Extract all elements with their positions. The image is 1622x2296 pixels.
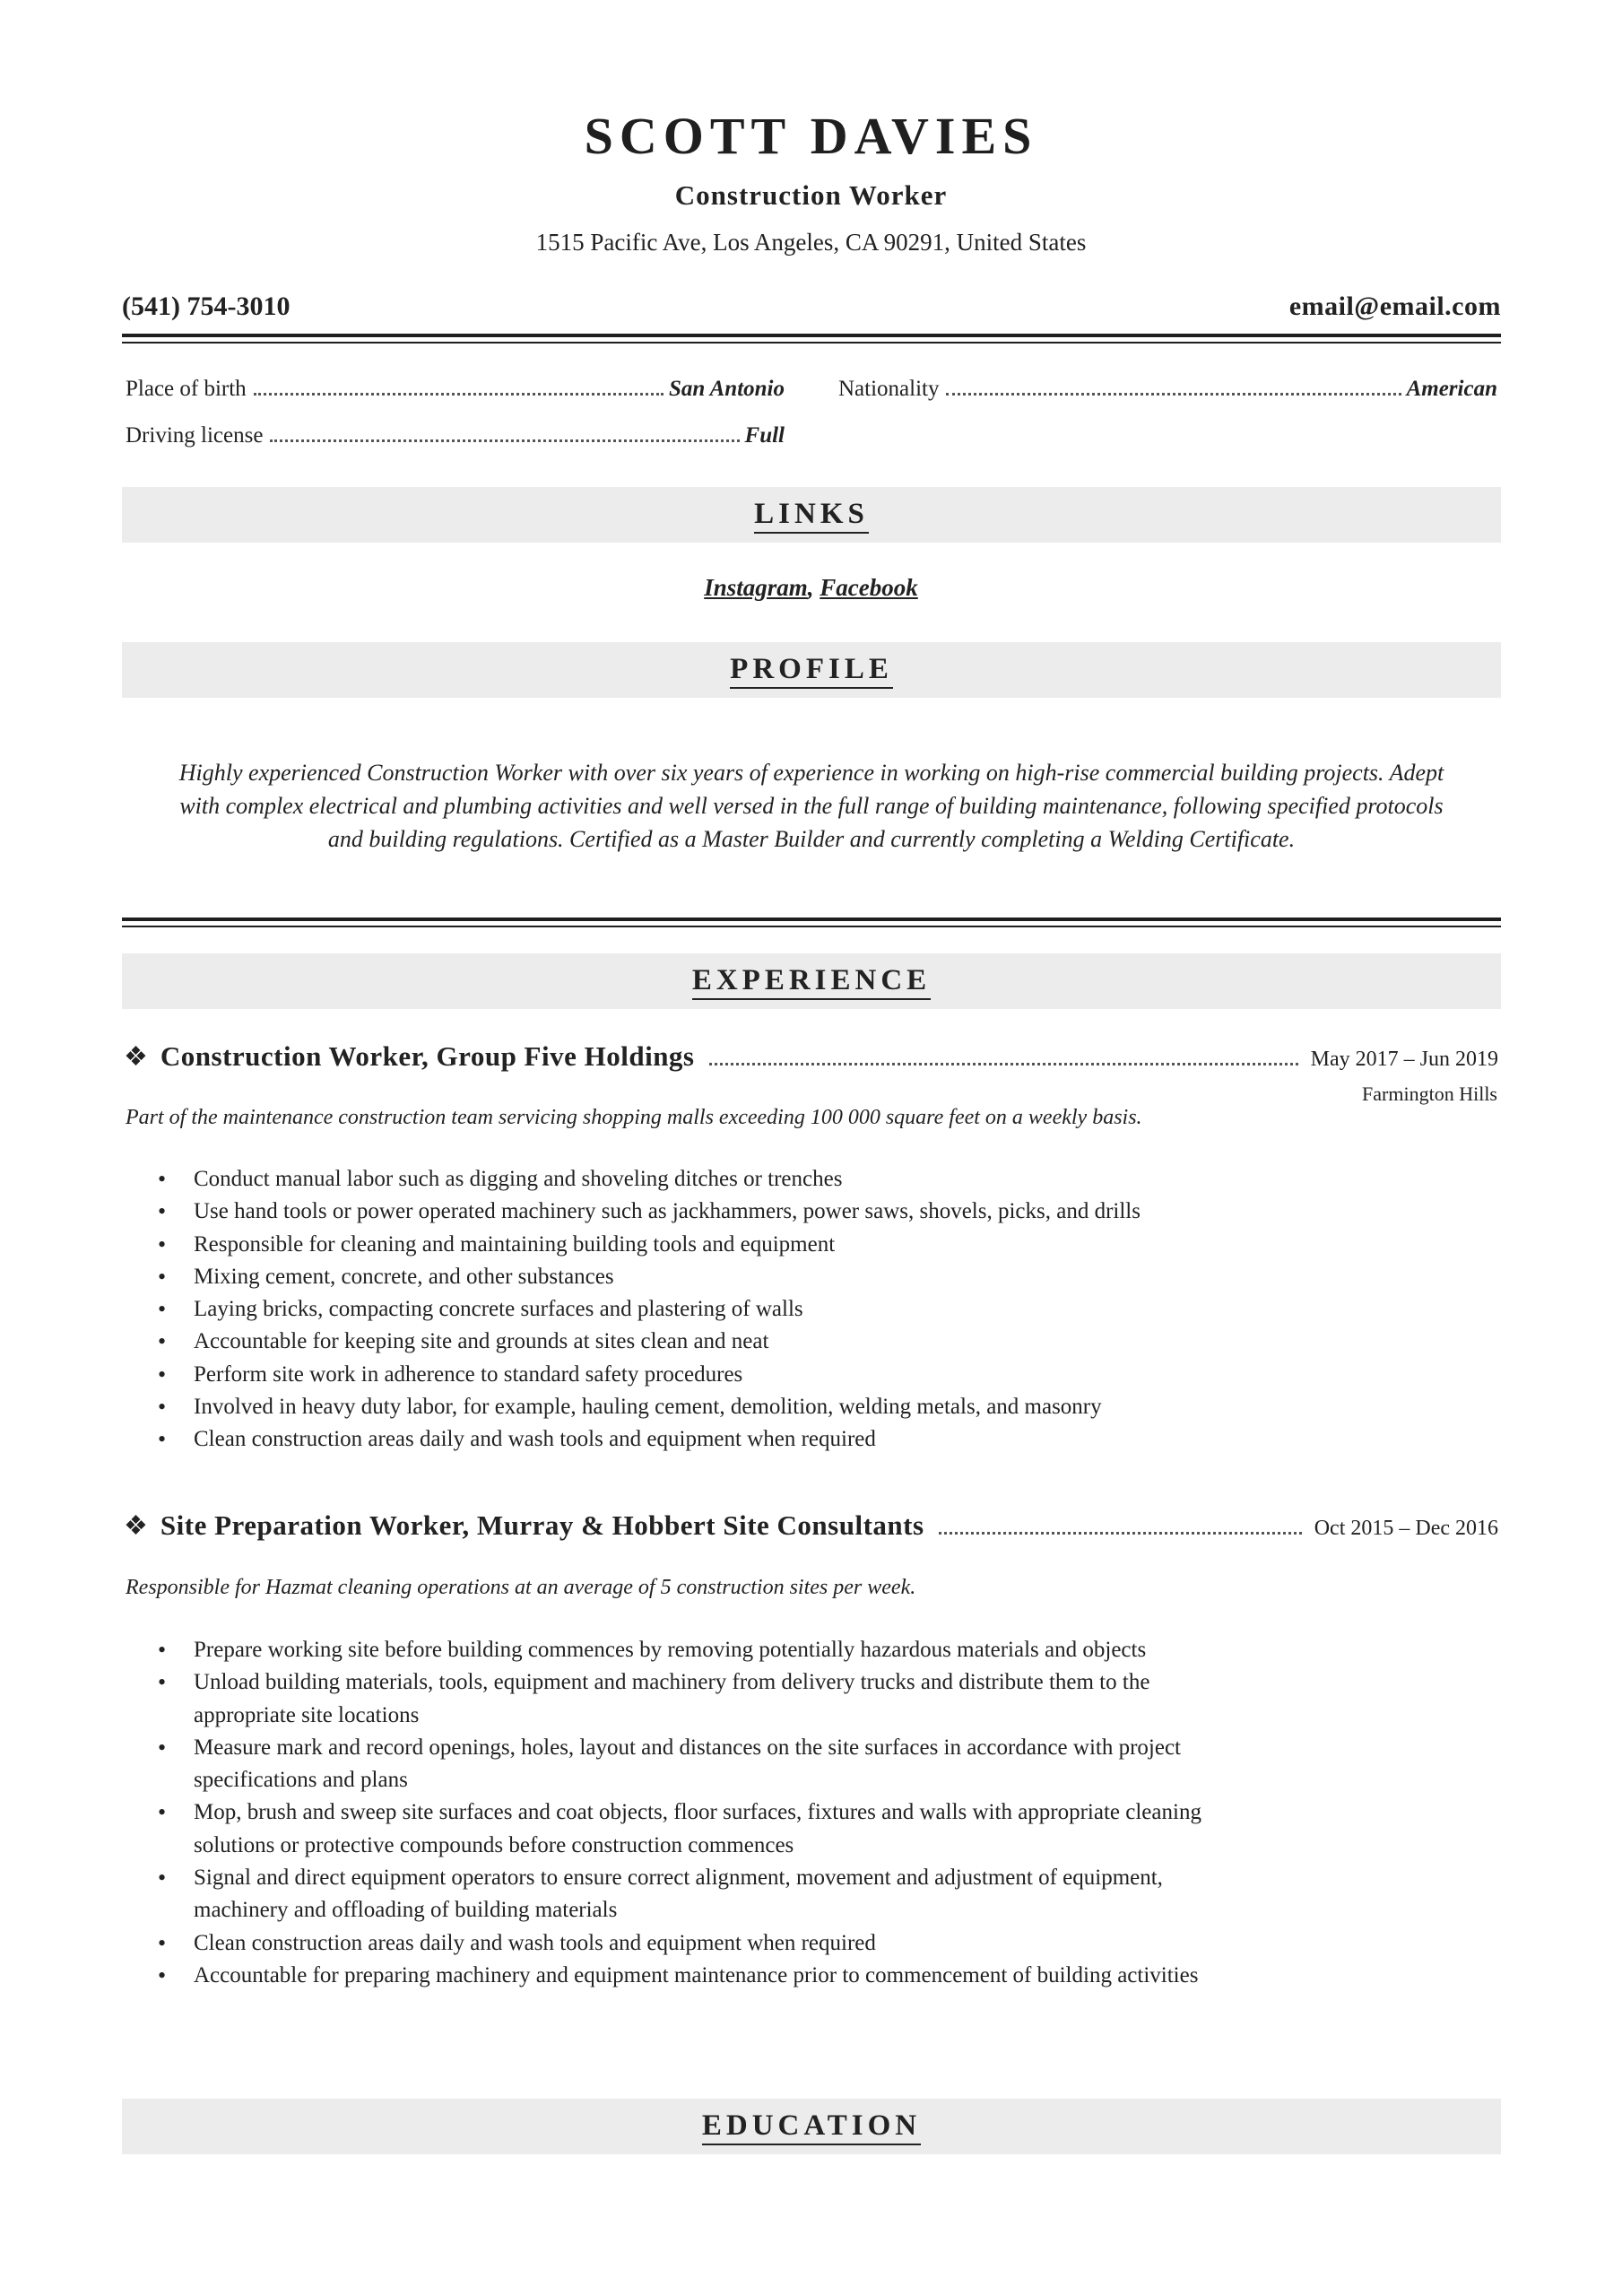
candidate-name: SCOTT DAVIES <box>584 107 1038 165</box>
leader-dots <box>939 1531 1302 1535</box>
links-list <box>0 574 1622 602</box>
nationality-value: American <box>1406 377 1497 401</box>
list-item: • Accountable for keeping site and grounds at sites clean and neat <box>194 1326 1252 1358</box>
list-item: • Clean construction areas daily and wash tools and equipment when required <box>194 1927 1216 1960</box>
instagram-link[interactable]: Instagram <box>704 574 808 601</box>
list-item: • Measure mark and record openings, holes, layout and distances on the site surfaces in accordance with project specifications and plans <box>194 1732 1216 1797</box>
candidate-phone: (541) 754-3010 <box>122 291 291 321</box>
nationality-label: Nationality <box>838 377 940 401</box>
place-of-birth-value: San Antonio <box>668 377 785 401</box>
leader-dots <box>270 439 739 442</box>
leader-dots <box>946 392 1401 396</box>
list-item: • Mop, brush and sweep site surfaces and coat objects, floor surfaces, fixtures and walls with appropriate cleaning solutions or protective compounds before construction commences <box>194 1796 1216 1862</box>
job-dates: May 2017 – Jun 2019 <box>1310 1048 1498 1071</box>
driving-license-value: Full <box>744 423 785 448</box>
links-heading: LINKS <box>754 498 869 534</box>
job-location: Farmington Hills <box>1362 1083 1497 1105</box>
diamond-bullet-icon: ❖ <box>124 1511 148 1541</box>
list-item: • Signal and direct equipment operators to ensure correct alignment, movement and adjustment of equipment, machinery and offloading of building materials <box>194 1862 1216 1927</box>
leader-dots <box>254 392 664 396</box>
list-item: • Laying bricks, compacting concrete surfaces and plastering of walls <box>194 1293 1252 1326</box>
list-item: • Mixing cement, concrete, and other substances <box>194 1261 1252 1293</box>
job-entry-header <box>124 1040 1498 1073</box>
candidate-address: 1515 Pacific Ave, Los Angeles, CA 90291, United States <box>535 229 1087 256</box>
diamond-bullet-icon: ❖ <box>124 1042 148 1072</box>
list-item: • Accountable for preparing machinery and equipment maintenance prior to commencement of building activities <box>194 1960 1216 1992</box>
job-title: Site Preparation Worker, Murray & Hobbert Site Consultants <box>160 1509 924 1541</box>
education-heading: EDUCATION <box>702 2109 921 2145</box>
experience-heading: EXPERIENCE <box>692 964 931 1000</box>
header-divider-thick <box>122 334 1501 337</box>
list-item: • Prepare working site before building commences by removing potentially hazardous materials and objects <box>194 1634 1216 1666</box>
place-of-birth-row <box>126 377 785 402</box>
leader-dots <box>709 1062 1298 1065</box>
profile-heading: PROFILE <box>730 653 893 689</box>
list-item: • Conduct manual labor such as digging and shoveling ditches or trenches <box>194 1163 1252 1196</box>
job-dates: Oct 2015 – Dec 2016 <box>1314 1517 1498 1540</box>
profile-summary: Highly experienced Construction Worker with over six years of experience in working on high-rise commercial building projects. Adept with complex electrical and plumbing activities and well versed in the full range of building maintenance, following specified protocols and building regulations. Certified as a Master Builder and currently completing a Welding Certificate. <box>178 760 1444 852</box>
driving-license-row <box>126 423 785 448</box>
list-item: • Unload building materials, tools, equipment and machinery from delivery trucks and distribute them to the appropriate site locations <box>194 1666 1216 1732</box>
job-entry-header <box>124 1509 1498 1542</box>
facebook-link[interactable]: Facebook <box>820 574 918 601</box>
list-item: • Involved in heavy duty labor, for example, hauling cement, demolition, welding metals, and masonry <box>194 1391 1252 1423</box>
list-item: • Use hand tools or power operated machinery such as jackhammers, power saws, shovels, picks, and drills <box>194 1196 1252 1228</box>
job-description: Part of the maintenance construction team servicing shopping malls exceeding 100 000 square feet on a weekly basis. <box>126 1106 1142 1129</box>
candidate-email[interactable]: email@email.com <box>1288 291 1501 321</box>
driving-license-label: Driving license <box>126 423 264 448</box>
list-item: • Responsible for cleaning and maintaining building tools and equipment <box>194 1229 1252 1261</box>
place-of-birth-label: Place of birth <box>126 377 247 401</box>
job-duties-list <box>194 1163 1252 1457</box>
profile-divider-thin <box>122 926 1501 927</box>
profile-divider-thick <box>122 918 1501 921</box>
job-duties-list <box>194 1634 1216 1992</box>
job-title: Construction Worker, Group Five Holdings <box>160 1040 695 1072</box>
profile-section-header <box>122 642 1501 698</box>
candidate-title: Construction Worker <box>674 179 948 211</box>
job-description: Responsible for Hazmat cleaning operations at an average of 5 construction sites per week. <box>126 1576 916 1599</box>
education-section-header <box>122 2099 1501 2154</box>
links-separator: , <box>807 574 814 601</box>
nationality-row <box>838 377 1497 402</box>
links-section-header <box>122 487 1501 543</box>
list-item: • Clean construction areas daily and wash tools and equipment when required <box>194 1423 1252 1456</box>
header-divider-thin <box>122 342 1501 344</box>
experience-section-header <box>122 953 1501 1009</box>
list-item: • Perform site work in adherence to standard safety procedures <box>194 1359 1252 1391</box>
